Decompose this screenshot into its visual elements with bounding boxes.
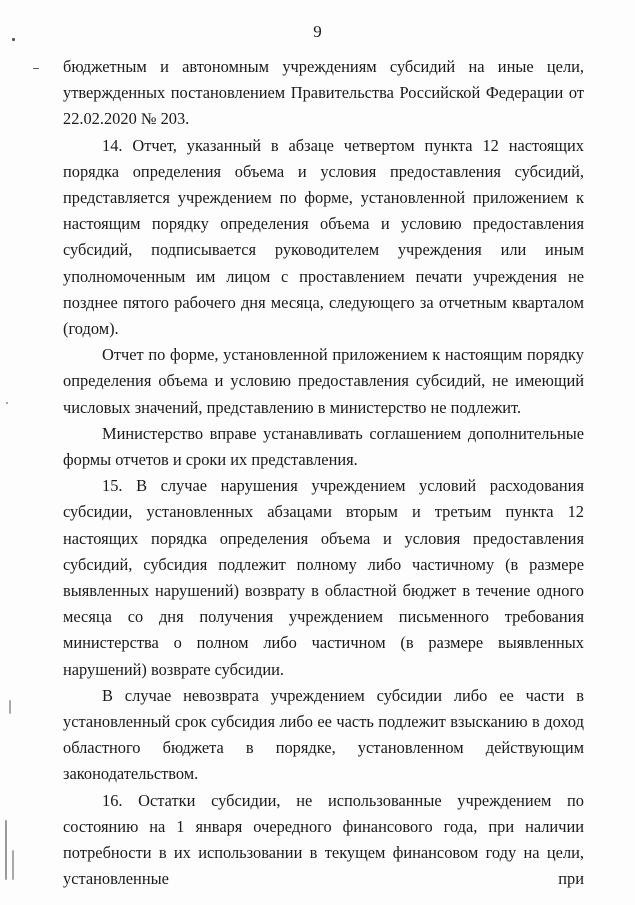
paragraph-14: 14. Отчет, указанный в абзаце четвертом пункта 12 настоящих порядка определения объема и условия предоставления субсидий, представляется учреждением по форме, установленной приложением к настоящим порядку определения объема и условию предоставления субсидий, подписывается руководителем учреждения или иным уполномоченным им лицом с проставлением печати учреждения не позднее пятого рабочего дня месяца, следующего за отчетным кварталом (годом).: [63, 135, 584, 339]
document-body: [63, 54, 584, 893]
scan-artifact: [33, 68, 39, 69]
paragraph-continuation: бюджетным и автономным учреждениям субсидий на иные цели, утвержденных постановлением Правительства Российской Федерации от 22.02.2020 № 203.: [63, 57, 584, 129]
paragraph-14-ministry: Министерство вправе устанавливать соглашением дополнительные формы отчетов и сроки их представления.: [63, 423, 584, 470]
scan-artifact: [12, 850, 14, 880]
scan-artifact: [5, 820, 7, 880]
paragraph-14-report-form: Отчет по форме, установленной приложением к настоящим порядку определения объема и условию предоставления субсидий, не имеющий числовых значений, представлению в министерство не подлежит.: [63, 345, 584, 417]
paragraph-15-nonreturn: В случае невозврата учреждением субсидии либо ее части в установленный срок субсидия либо ее часть подлежит взысканию в доход областного бюджета в порядке, установленном действующим законодательством.: [63, 685, 584, 784]
scan-artifact: [6, 402, 8, 404]
scan-artifact: [9, 700, 11, 714]
page-number: 9: [313, 22, 322, 41]
paragraph-15: 15. В случае нарушения учреждением условий расходования субсидии, установленных абзацами вторым и третьим пункта 12 настоящих порядка определения объема и условия предоставления субсидий, субсидия подлежит полному либо частичному (в размере выявленных нарушений) возврату в областной бюджет в течение одного месяца со дня получения учреждением письменного требования министерства о полном либо частичном (в размере выявленных нарушений) возврате субсидии.: [63, 476, 584, 679]
paragraph-16: 16. Остатки субсидии, не использованные учреждением по состоянию на 1 января очередного финансового года, при наличии потребности в их использовании в текущем финансовом году на цели, установленные при: [63, 790, 584, 889]
